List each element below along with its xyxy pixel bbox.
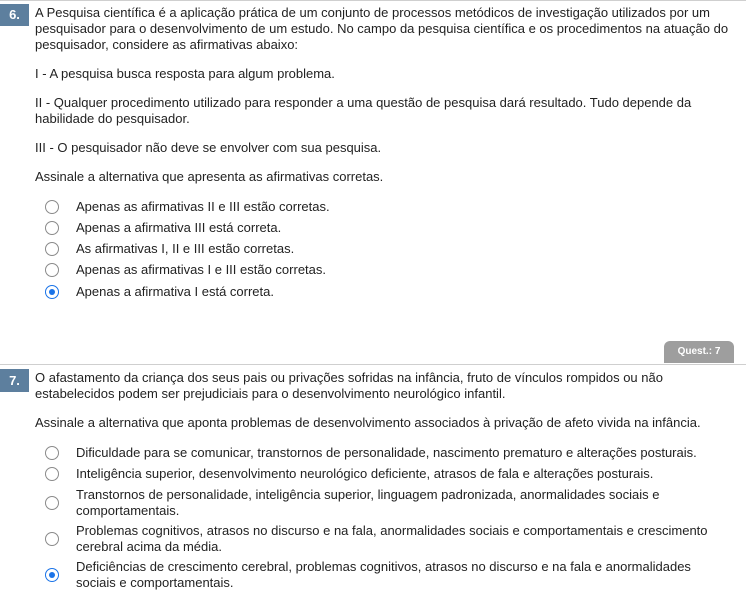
answer-option-c[interactable]: [43, 487, 734, 519]
radio-button[interactable]: [45, 263, 59, 277]
radio-button-selected[interactable]: [45, 285, 59, 299]
radio-button[interactable]: [45, 532, 59, 546]
statement-iii: III - O pesquisador não deve se envolver com sua pesquisa.: [35, 140, 382, 155]
radio-button[interactable]: [45, 496, 59, 510]
question-text: A Pesquisa científica é a aplicação prática de um conjunto de processos metódicos de investigação utilizados por um pesquisador para o desenvolvimento de um estudo. No campo da pesquisa científica e os procedimentos na atuação do pesquisador, considere as afirmativas abaixo:: [35, 5, 729, 52]
question-text: O afastamento da criança dos seus pais ou privações sofridas na infância, fruto de vínculos rompidos ou não estabelecidos podem ser prejudiciais para o desenvolvimento neurológico infantil.: [35, 370, 663, 401]
answer-option-label[interactable]: As afirmativas I, II e III estão corretas.: [76, 241, 295, 256]
answer-option-label[interactable]: Inteligência superior, desenvolvimento neurológico deficiente, atrasos de fala e alterações posturais.: [76, 466, 654, 481]
question-number-badge: 7.: [0, 369, 29, 392]
answer-option-label[interactable]: Problemas cognitivos, atrasos no discurso e na fala, anormalidades sociais e comportamentais e crescimento cerebral acima da média.: [76, 523, 708, 554]
answer-option-d[interactable]: [43, 523, 734, 555]
radio-button[interactable]: [45, 467, 59, 481]
answer-option-label[interactable]: Transtornos de personalidade, inteligência superior, linguagem padronizada, anormalidades sociais e comportamentais.: [76, 487, 660, 518]
answer-option-a[interactable]: [43, 445, 734, 461]
answer-option-label[interactable]: Apenas as afirmativas II e III estão corretas.: [76, 199, 330, 214]
statement-i: I - A pesquisa busca resposta para algum problema.: [35, 66, 335, 81]
answer-option-b[interactable]: [43, 466, 734, 482]
question-statement: [35, 5, 734, 198]
answer-option-d[interactable]: [43, 262, 734, 278]
question-number-badge: 6.: [0, 4, 29, 26]
radio-button[interactable]: [45, 242, 59, 256]
question-divider: [0, 0, 746, 1]
answer-option-label[interactable]: Dificuldade para se comunicar, transtornos de personalidade, nascimento prematuro e alterações posturais.: [76, 445, 697, 460]
answer-option-label[interactable]: Apenas a afirmativa I está correta.: [76, 284, 274, 299]
answer-option-label[interactable]: Apenas a afirmativa III está correta.: [76, 220, 282, 235]
radio-button[interactable]: [45, 446, 59, 460]
answer-option-e[interactable]: [43, 284, 734, 300]
answer-option-label[interactable]: Deficiências de crescimento cerebral, problemas cognitivos, atrasos no discurso e na fala e anormalidades sociais e comportamentais.: [76, 559, 691, 590]
radio-button-selected[interactable]: [45, 568, 59, 582]
question-divider: [0, 364, 746, 365]
answer-option-e[interactable]: [43, 559, 734, 591]
question-instruction: Assinale a alternativa que apresenta as afirmativas corretas.: [35, 169, 384, 184]
question-tab[interactable]: Quest.: 7: [664, 341, 734, 363]
question-instruction: Assinale a alternativa que aponta problemas de desenvolvimento associados à privação de afeto vivida na infância.: [35, 415, 701, 430]
answer-option-label[interactable]: Apenas as afirmativas I e III estão corretas.: [76, 262, 327, 277]
question-statement: [35, 370, 734, 444]
statement-ii: II - Qualquer procedimento utilizado para responder a uma questão de pesquisa dará resultado. Tudo depende da habilidade do pesquisador.: [35, 95, 692, 126]
answer-option-c[interactable]: [43, 241, 734, 257]
answer-option-a[interactable]: [43, 199, 734, 215]
radio-button[interactable]: [45, 221, 59, 235]
radio-button[interactable]: [45, 200, 59, 214]
answer-option-b[interactable]: [43, 220, 734, 236]
